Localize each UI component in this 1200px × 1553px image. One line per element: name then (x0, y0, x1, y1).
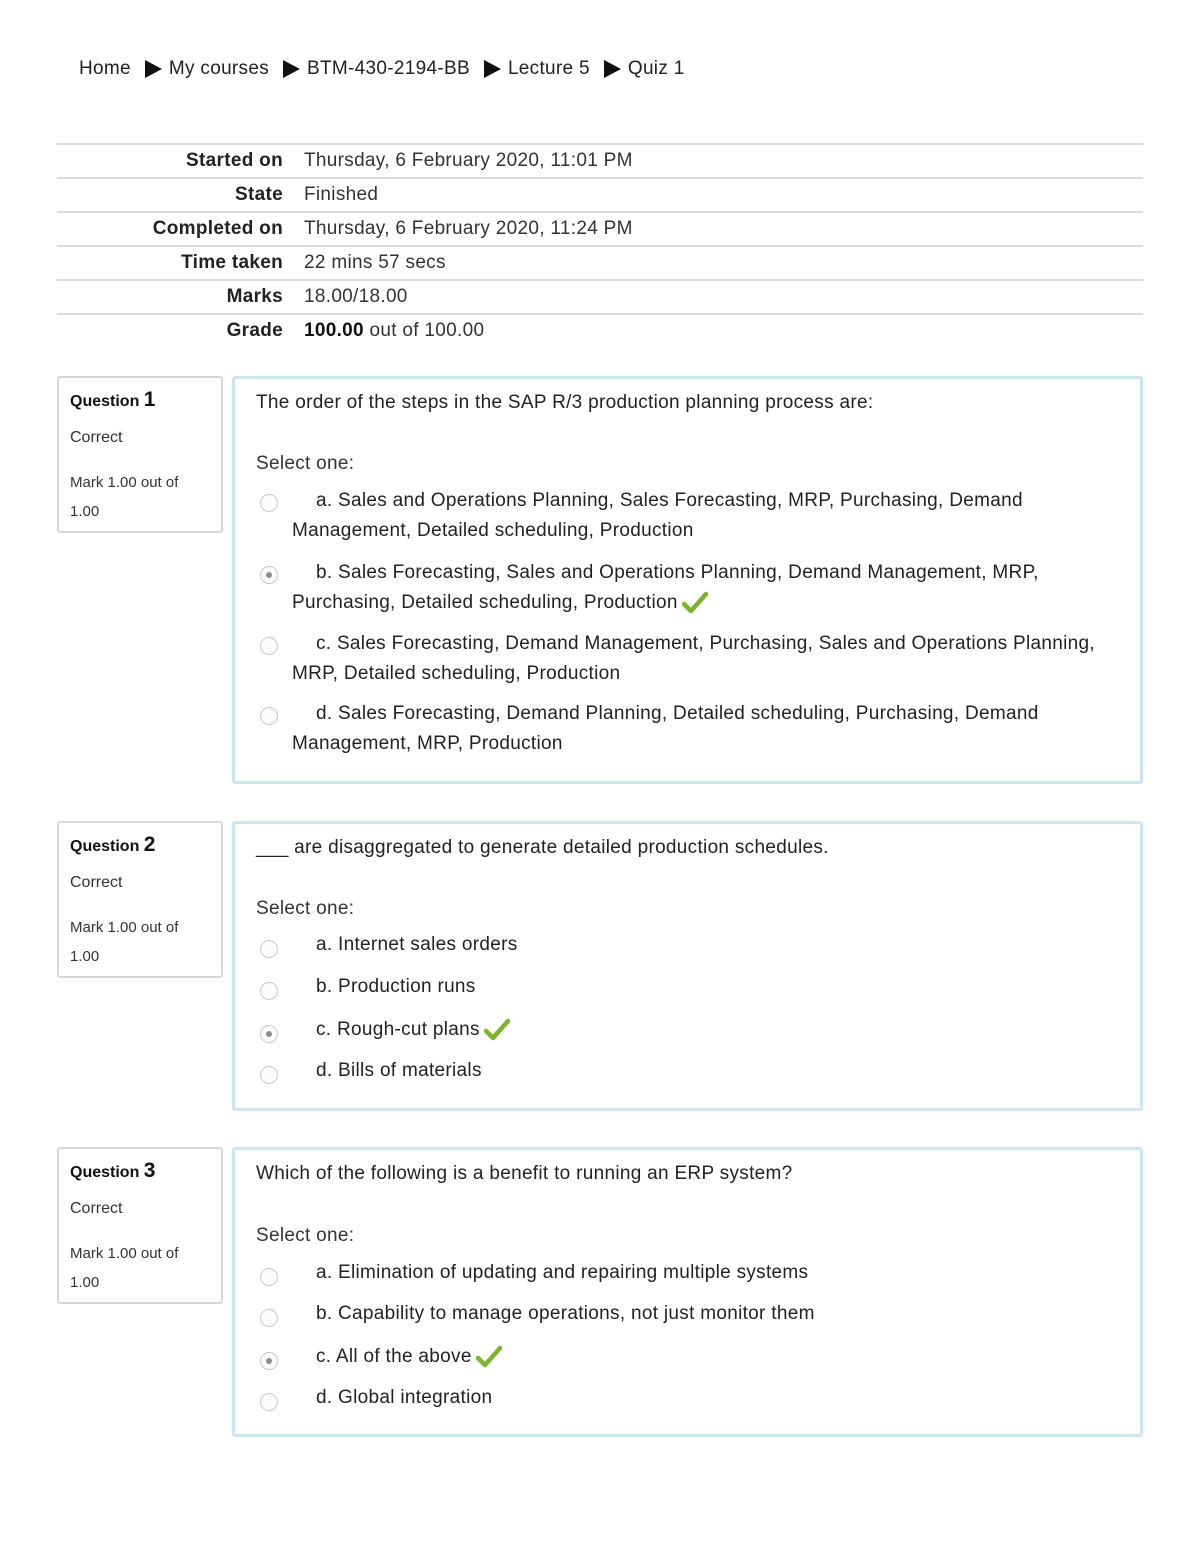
option-label: c. Sales Forecasting, Demand Management, Purchasing, Sales and Operations Planning, MRP, Detailed scheduling, Production (292, 633, 1095, 684)
summary-label: State (235, 184, 283, 205)
breadcrumb-lecture[interactable]: Lecture 5 (507, 58, 590, 79)
question-label: Question (70, 393, 140, 410)
summary-label: Time taken (181, 252, 283, 273)
select-one-prompt: Select one: (256, 453, 355, 474)
radio-button[interactable] (260, 1393, 278, 1411)
option-label: c. Rough-cut plans (316, 1019, 480, 1040)
breadcrumb-quiz[interactable]: Quiz 1 (627, 58, 685, 79)
summary-row-started-on (57, 145, 1143, 179)
summary-value: Finished (304, 184, 379, 205)
question-content-1 (232, 376, 1143, 784)
summary-label: Grade (226, 320, 283, 341)
question-number: 2 (143, 833, 156, 856)
question-content-2 (232, 821, 1143, 1111)
question-state: Correct (70, 429, 123, 446)
option-label: d. Global integration (316, 1387, 493, 1408)
radio-button[interactable] (260, 1268, 278, 1286)
question-content-3 (232, 1147, 1143, 1437)
summary-value: Thursday, 6 February 2020, 11:01 PM (304, 150, 633, 171)
summary-row-completed-on (57, 213, 1143, 247)
radio-button-selected[interactable] (260, 1025, 278, 1043)
option-label: d. Sales Forecasting, Demand Planning, Detailed scheduling, Purchasing, Demand Management, MRP, Production (292, 703, 1039, 754)
summary-value: 22 mins 57 secs (304, 252, 446, 273)
option-label-wrap (292, 1015, 1105, 1045)
question-label: Question (70, 1164, 140, 1181)
breadcrumb-my-courses[interactable]: My courses (168, 58, 270, 79)
question-title (70, 1159, 155, 1183)
option-label: a. Elimination of updating and repairing multiple systems (316, 1262, 809, 1283)
option-label: a. Internet sales orders (316, 934, 518, 955)
option-label: d. Bills of materials (316, 1060, 482, 1081)
question-number: 3 (143, 1159, 156, 1182)
summary-value (304, 320, 484, 342)
radio-button-selected[interactable] (260, 1352, 278, 1370)
select-one-prompt: Select one: (256, 1225, 355, 1246)
question-title (70, 833, 155, 857)
option-label-wrap (292, 1342, 1105, 1372)
radio-button-selected[interactable] (260, 566, 278, 584)
question-title (70, 388, 155, 412)
check-icon (682, 591, 708, 615)
check-icon (476, 1345, 502, 1369)
question-info-2 (57, 821, 223, 978)
summary-label: Completed on (152, 218, 283, 239)
breadcrumb (79, 56, 685, 82)
question-label: Question (70, 838, 140, 855)
summary-label: Started on (186, 150, 283, 171)
question-state: Correct (70, 874, 123, 891)
option-label-wrap (292, 558, 1105, 618)
summary-value: 18.00/18.00 (304, 286, 408, 307)
breadcrumb-separator-icon (604, 60, 621, 78)
grade-out-of: out of 100.00 (369, 320, 485, 341)
option-label: b. Capability to manage operations, not just monitor them (316, 1303, 815, 1324)
question-text: The order of the steps in the SAP R/3 production planning process are: (256, 392, 874, 413)
grade-score: 100.00 (304, 320, 364, 341)
question-info-3 (57, 1147, 223, 1304)
breadcrumb-separator-icon (484, 60, 501, 78)
radio-button[interactable] (260, 1066, 278, 1084)
question-text: ___ are disaggregated to generate detailed production schedules. (256, 837, 829, 858)
question-text: Which of the following is a benefit to running an ERP system? (256, 1163, 793, 1184)
radio-button[interactable] (260, 940, 278, 958)
radio-button[interactable] (260, 707, 278, 725)
question-mark: Mark 1.00 out of 1.00 (70, 474, 179, 520)
option-label: c. All of the above (316, 1346, 472, 1367)
radio-button[interactable] (260, 494, 278, 512)
summary-label: Marks (226, 286, 283, 307)
summary-row-grade (57, 315, 1143, 347)
breadcrumb-home[interactable]: Home (79, 58, 131, 79)
summary-row-state (57, 179, 1143, 213)
option-label: b. Sales Forecasting, Sales and Operations Planning, Demand Management, MRP, Purchasing, Detailed scheduling, Production (292, 562, 1039, 613)
summary-row-marks (57, 281, 1143, 315)
select-one-prompt: Select one: (256, 898, 355, 919)
radio-button[interactable] (260, 637, 278, 655)
question-state: Correct (70, 1200, 123, 1217)
question-mark: Mark 1.00 out of 1.00 (70, 1245, 179, 1291)
summary-value: Thursday, 6 February 2020, 11:24 PM (304, 218, 633, 239)
radio-button[interactable] (260, 1309, 278, 1327)
option-label: a. Sales and Operations Planning, Sales Forecasting, MRP, Purchasing, Demand Management, Detailed scheduling, Production (292, 490, 1023, 541)
question-number: 1 (143, 388, 156, 411)
radio-button[interactable] (260, 982, 278, 1000)
attempt-summary-table (57, 143, 1143, 347)
summary-row-time-taken (57, 247, 1143, 281)
breadcrumb-separator-icon (145, 60, 162, 78)
breadcrumb-course[interactable]: BTM-430-2194-BB (307, 58, 470, 79)
check-icon (484, 1018, 510, 1042)
option-label: b. Production runs (316, 976, 476, 997)
question-info-1 (57, 376, 223, 533)
question-mark: Mark 1.00 out of 1.00 (70, 919, 179, 965)
breadcrumb-separator-icon (283, 60, 300, 78)
